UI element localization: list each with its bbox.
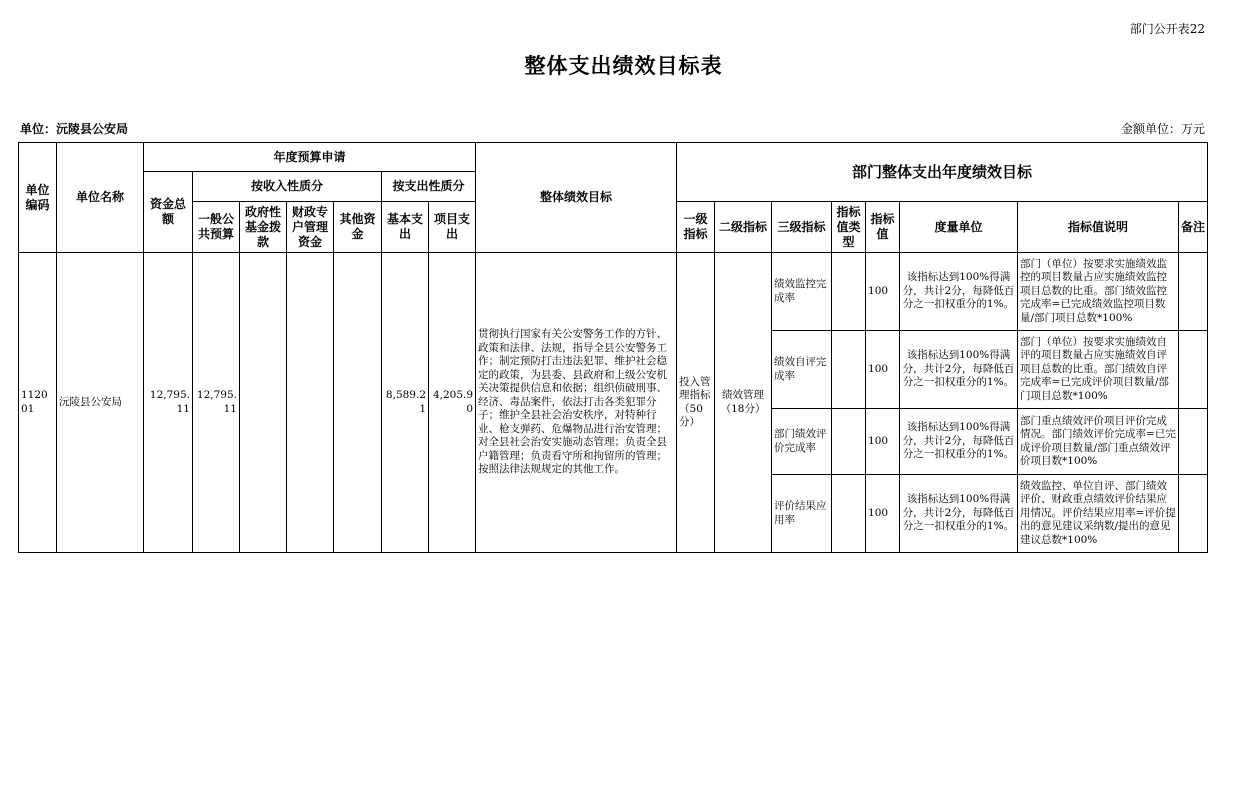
- header-dept-goal: 部门整体支出年度绩效目标: [677, 143, 1208, 202]
- header-basic-expense: 基本支出: [382, 202, 429, 253]
- measure-text: 该指标达到100%得满分，共计2分，每降低百分之一扣权重分的1%。: [902, 349, 1015, 389]
- measure-text: 该指标达到100%得满分，共计2分，每降低百分之一扣权重分的1%。: [902, 493, 1015, 533]
- header-unit-code: 单位编码: [19, 143, 57, 253]
- cell-indicator-name: 部门绩效评价完成率: [772, 409, 832, 475]
- cell-indicator-measure: [900, 253, 1018, 331]
- cell-indicator-name: 绩效自评完成率: [772, 331, 832, 409]
- cell-indicator-measure: [900, 331, 1018, 409]
- cell-fiscal-special: [287, 253, 334, 553]
- header-overall-goal: 整体绩效目标: [476, 143, 677, 253]
- header-other-funds: 其他资金: [334, 202, 382, 253]
- cell-indicator-name: 绩效监控完成率: [772, 253, 832, 331]
- cell-project-expense: 4,205.90: [429, 253, 476, 553]
- header-general-budget: 一般公共预算: [193, 202, 240, 253]
- cell-indicator-name: 评价结果应用率: [772, 475, 832, 553]
- desc-text: 部门（单位）按要求实施绩效自评的项目数量占应实施绩效自评项目总数的比重。部门绩效自评完成率=已完成评价项目数量/部门项目总数*100%: [1020, 335, 1169, 402]
- cell-indicator-measure: [900, 409, 1018, 475]
- unit-label: 单位：沅陵县公安局: [20, 122, 129, 136]
- header-total-funds: 资金总额: [144, 172, 193, 253]
- cell-overall-goal: 贯彻执行国家有关公安警务工作的方针、政策和法律、法规，指导全县公安警务工作；制定预防打击违法犯罪、维护社会稳定的政策，为县委、县政府和上级公安机关决策提供信息和依据；组织侦破刑事、经济、毒品案件，依法打击各类犯罪分子；维护全县社会治安秩序，对特种行业、枪支弹药、危爆物品进行治安管理；对全县社会治安实施动态管理；负责全县户籍管理；负责看守所和拘留所的管理；按照法律法规规定的其他工作。: [476, 253, 677, 553]
- cell-indicator-value: 100: [866, 475, 900, 553]
- cell-indicator-remark: [1179, 475, 1208, 553]
- header-remark: 备注: [1179, 202, 1208, 253]
- cell-indicator-remark: [1179, 331, 1208, 409]
- header-level1: 一级指标: [677, 202, 715, 253]
- header-measure: 度量单位: [900, 202, 1018, 253]
- header-gov-fund: 政府性基金拨款: [240, 202, 287, 253]
- amount-unit-label: 金额单位：万元: [1120, 122, 1205, 136]
- cell-indicator-type: [832, 331, 866, 409]
- cell-indicator-desc: [1018, 475, 1179, 553]
- header-annual-budget: 年度预算申请: [144, 143, 476, 172]
- cell-general-budget: 12,795.11: [193, 253, 240, 553]
- cell-indicator-measure: [900, 475, 1018, 553]
- cell-indicator-type: [832, 475, 866, 553]
- header-level3: 三级指标: [772, 202, 832, 253]
- desc-text: 绩效监控、单位自评、部门绩效评价、财政重点绩效评价结果应用情况。评价结果应用率=评价提出的意见建议采纳数/提出的意见建议总数*100%: [1020, 479, 1176, 546]
- header-fiscal-special: 财政专户管理资金: [287, 202, 334, 253]
- measure-text: 该指标达到100%得满分，共计2分，每降低百分之一扣权重分的1%。: [902, 421, 1015, 461]
- cell-basic-expense: 8,589.21: [382, 253, 429, 553]
- header-value: 指标值: [866, 202, 900, 253]
- cell-indicator-value: 100: [866, 409, 900, 475]
- cell-total-funds: 12,795.11: [144, 253, 193, 553]
- cell-level2: 绩效管理（18分）: [715, 253, 772, 553]
- cell-gov-fund: [240, 253, 287, 553]
- header-level2: 二级指标: [715, 202, 772, 253]
- header-unit-name: 单位名称: [57, 143, 144, 253]
- header-project-expense: 项目支出: [429, 202, 476, 253]
- desc-text: 部门重点绩效评价项目评价完成情况。部门绩效评价完成率=已完成评价项目数量/部门重点绩效评价项目数*100%: [1020, 414, 1176, 467]
- cell-indicator-remark: [1179, 409, 1208, 475]
- form-code: 部门公开表22: [1129, 22, 1205, 36]
- cell-unit-name: 沅陵县公安局: [57, 253, 144, 553]
- cell-indicator-value: 100: [866, 253, 900, 331]
- page-title: 整体支出绩效目标表: [524, 54, 723, 78]
- header-by-income: 按收入性质分: [193, 172, 382, 202]
- cell-level1: 投入管理指标（50分）: [677, 253, 715, 553]
- cell-indicator-value: 100: [866, 331, 900, 409]
- table-row: [19, 253, 1208, 331]
- header-desc: 指标值说明: [1018, 202, 1179, 253]
- desc-text: 部门（单位）按要求实施绩效监控的项目数量占应实施绩效监控项目总数的比重。部门绩效监控完成率=已完成绩效监控项目数量/部门项目总数*100%: [1020, 257, 1168, 324]
- performance-goal-table: [18, 142, 1208, 553]
- cell-indicator-type: [832, 409, 866, 475]
- cell-unit-code: 112001: [19, 253, 57, 553]
- cell-indicator-remark: [1179, 253, 1208, 331]
- cell-other-funds: [334, 253, 382, 553]
- measure-text: 该指标达到100%得满分，共计2分，每降低百分之一扣权重分的1%。: [902, 271, 1015, 311]
- cell-indicator-desc: [1018, 409, 1179, 475]
- cell-indicator-desc: [1018, 331, 1179, 409]
- cell-indicator-desc: [1018, 253, 1179, 331]
- cell-indicator-type: [832, 253, 866, 331]
- header-value-type: 指标值类型: [832, 202, 866, 253]
- header-by-expense: 按支出性质分: [382, 172, 476, 202]
